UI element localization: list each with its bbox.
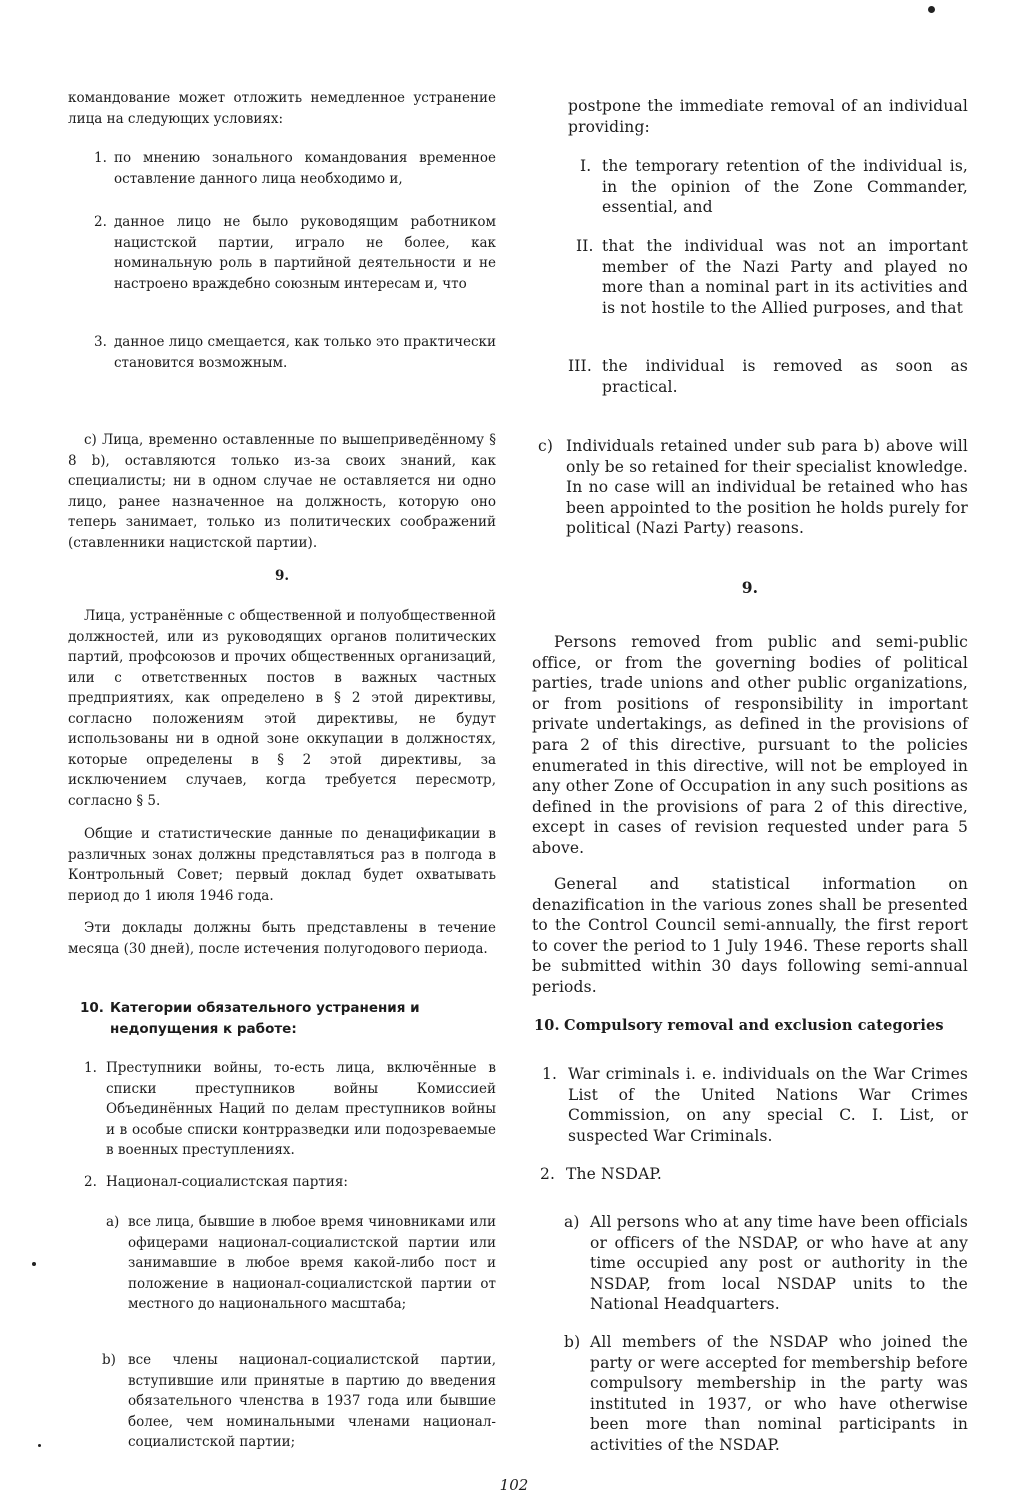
ru-condition-3: [68, 332, 496, 373]
scan-speck: [32, 1262, 36, 1266]
en-condition-3-marker: III.: [568, 357, 592, 375]
ru-condition-2-text: данное лицо не было руководящим работником нацистской партии, играло не более, как номинальную роль в партийной деятельности и не настроено враждебно союзным интересам и, что: [114, 214, 496, 292]
en-intro: postpone the immediate removal of an individual providing:: [568, 97, 968, 136]
en-item-2a-text: All persons who at any time have been officials or officers of the NSDAP, or who have at any time occupied any post or authority in the NSDAP, from local NSDAP units to the National Headquarters.: [590, 1213, 968, 1314]
ru-condition-3-marker: 3.: [94, 334, 107, 350]
ru-item-1-text: Преступники войны, то-есть лица, включённые в списки преступников войны Комиссией Объединённых Наций по делам преступников войны и в особые списки контрразведки или подозреваемые в военных преступлениях.: [106, 1060, 496, 1158]
page-number: 102: [499, 1476, 529, 1494]
en-section-10-heading: [532, 1016, 968, 1037]
en-condition-1-marker: I.: [580, 157, 592, 175]
ru-item-2a-text: все лица, бывшие в любое время чиновниками или офицерами национал-социалистской партии или занимавшие в любое время какой-либо пост и положение в национал-социалистской партии от местного до национального масштаба;: [128, 1214, 496, 1312]
ru-condition-1-marker: 1.: [94, 150, 107, 166]
en-paragraph-c-text: Individuals retained under sub para b) above will only be so retained for their specialist knowledge. In no case will an individual be retained who has been appointed to the position he holds purely for political (Nazi Party) reasons.: [566, 437, 968, 538]
en-condition-1: [532, 156, 968, 218]
scan-speck: [38, 1444, 41, 1447]
ru-condition-2-marker: 2.: [94, 214, 107, 230]
scan-speck: [928, 6, 935, 13]
en-condition-1-text: the temporary retention of the individual is, in the opinion of the Zone Commander, essential, and: [602, 157, 968, 217]
en-condition-2: [532, 236, 968, 318]
ru-section-9-paragraph-2: Общие и статистические данные по денацификации в различных зонах должны представляться раз в полгода в Контрольный Совет; первый доклад будет охватывать период до 1 июля 1946 года.: [68, 826, 496, 904]
en-item-1-text: War criminals i. e. individuals on the War Crimes List of the United Nations War Crimes Commission, on any special C. I. List, or suspected War Criminals.: [568, 1065, 968, 1145]
ru-section-9-heading: 9.: [274, 568, 290, 584]
en-item-2: [532, 1164, 968, 1185]
ru-item-1: [68, 1058, 496, 1161]
ru-item-1-marker: 1.: [84, 1060, 97, 1076]
ru-section-10-heading: [68, 998, 496, 1039]
ru-intro: командование может отложить немедленное устранение лица на следующих условиях:: [68, 90, 496, 127]
ru-section-10-number: 10.: [80, 1000, 104, 1016]
ru-condition-3-text: данное лицо смещается, как только это практически становится возможным.: [114, 334, 496, 371]
en-item-2-marker: 2.: [540, 1165, 556, 1183]
en-item-2b-text: All members of the NSDAP who joined the party or were accepted for membership before compulsory membership in the party was instituted in 1937, or who have otherwise been more than nominal participants in activities of the NSDAP.: [590, 1333, 968, 1454]
en-item-2a-marker: a): [564, 1213, 580, 1231]
ru-item-2-text: Национал-социалистская партия:: [106, 1174, 348, 1190]
en-item-1-marker: 1.: [542, 1065, 558, 1083]
en-item-2a: [532, 1212, 968, 1315]
en-item-2b-marker: b): [564, 1333, 581, 1351]
ru-section-10-title: Категории обязательного устранения и недопущения к работе:: [110, 1000, 420, 1037]
ru-condition-1: [68, 148, 496, 189]
ru-item-2a: [68, 1212, 496, 1315]
en-condition-3-text: the individual is removed as soon as practical.: [602, 357, 968, 396]
ru-condition-2: [68, 212, 496, 294]
en-section-9-paragraph-2: General and statistical information on denazification in the various zones shall be presented to the Control Council semi-annually, the first report to cover the period to 1 July 1946. These reports shall be submitted within 30 days following semi-annual periods.: [532, 875, 968, 996]
en-section-10-title: Compulsory removal and exclusion categories: [564, 1017, 944, 1034]
ru-section-9-paragraph-3: Эти доклады должны быть представлены в течение месяца (30 дней), после истечения полугодового периода.: [68, 920, 496, 957]
en-item-2b: [532, 1332, 968, 1456]
en-paragraph-c-marker: c): [538, 437, 554, 455]
ru-item-2-marker: 2.: [84, 1174, 97, 1190]
en-section-9-heading: 9.: [741, 578, 759, 597]
en-condition-2-marker: II.: [576, 237, 594, 255]
en-section-10-number: 10.: [534, 1017, 560, 1034]
en-condition-3: [532, 356, 968, 397]
ru-item-2b-marker: b): [102, 1352, 116, 1368]
en-item-1: [532, 1064, 968, 1146]
en-section-9-paragraph-1: Persons removed from public and semi-public office, or from the governing bodies of political parties, trade unions and other public organizations, or from positions of responsibility in important private undertakings, as defined in the provisions of para 2 of this directive, pursuant to the policies enumerated in this directive, will not be employed in any other Zone of Occupation in any such positions as defined in the provisions of para 2 of this directive, except in cases of revision requested under para 5 above.: [532, 633, 968, 857]
ru-condition-1-text: по мнению зонального командования временное оставление данного лица необходимо и,: [114, 150, 496, 187]
ru-item-2b-text: все члены национал-социалистской партии, вступившие или принятые в партию до введения обязательного членства в 1937 года или бывшие более, чем номинальными членами национал-социалистской партии;: [128, 1352, 496, 1450]
ru-paragraph-c: c) Лица, временно оставленные по вышеприведённому § 8 b), оставляются только из-за своих знаний, как специалисты; ни в одном случае не оставляется ни одно лицо, ранее назначенное на должность, которую оно теперь занимает, только из политических соображений (ставленники нацистской партии).: [68, 432, 496, 551]
en-paragraph-c: [532, 436, 968, 539]
ru-section-9-paragraph-1: Лица, устранённые с общественной и полуобщественной должностей, или из руководящих органов политических партий, профсоюзов и прочих общественных организаций, или с ответственных постов в важных частных предприятиях, как определено в § 2 этой директивы, согласно положениям этой директивы, не будут использованы ни в одной зоне оккупации в должностях, которые определены в § 2 этой директивы, за исключением случаев, когда требуется пересмотр, согласно § 5.: [68, 608, 496, 809]
ru-item-2b: [68, 1350, 496, 1453]
en-item-2-text: The NSDAP.: [566, 1165, 662, 1183]
ru-item-2: [68, 1172, 496, 1193]
en-condition-2-text: that the individual was not an important member of the Nazi Party and played no more than a nominal part in its activities and is not hostile to the Allied purposes, and that: [602, 237, 968, 317]
ru-item-2a-marker: a): [106, 1214, 120, 1230]
